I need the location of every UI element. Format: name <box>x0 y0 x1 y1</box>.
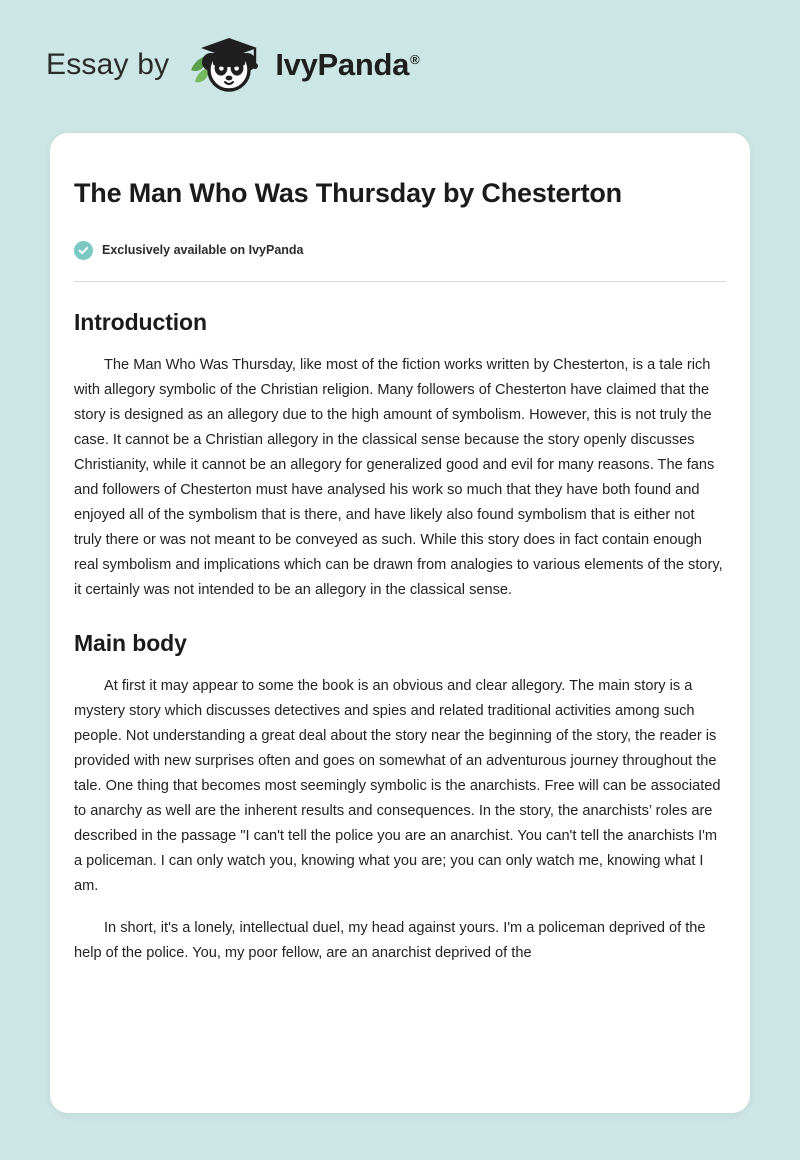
essay-card <box>50 133 750 1113</box>
panda-graduate-icon <box>185 34 269 96</box>
brand-name: IvyPanda® <box>275 47 420 82</box>
paragraph-main-2: In short, it's a lonely, intellectual duel, my head against yours. I'm a policeman deprived of the help of the police. You, my poor fellow, are an anarchist deprived of the <box>74 919 706 961</box>
ivypanda-logo[interactable] <box>185 34 419 96</box>
essay-by-label: Essay by <box>46 48 170 81</box>
title-divider <box>74 281 726 282</box>
check-circle-icon <box>74 241 93 260</box>
section-heading-main-body: Main body <box>74 629 187 656</box>
exclusive-badge-label: Exclusively available on IvyPanda <box>102 243 304 258</box>
section-heading-introduction: Introduction <box>74 308 207 335</box>
paragraph-intro-1: The Man Who Was Thursday, like most of the fiction works written by Chesterton, is a tale rich with allegory symbolic of the Christian religion. Many followers of Chesterton have claimed that the story is designed as an allegory due to the high amount of symbolism. However, this is not truly the case. It cannot be a Christian allegory in the classical sense because the story openly discusses Christianity, while it cannot be an allegory for generalized good and evil for many reasons. The fans and followers of Chesterton must have analysed his work so much that they have both found and enjoyed all of the symbolism that is there, and have likely also found symbolism that is either not truly there or was not meant to be conveyed as such. While this story does in fact contain enough real symbolism and implications which can be drawn from analogies to various elements of the story, it certainly was not intended to be an allegory in the classical sense. <box>74 356 723 598</box>
paragraph-main-1: At first it may appear to some the book is an obvious and clear allegory. The main story is a mystery story which discusses detectives and spies and related traditional activities among such people. Not understanding a great deal about the story near the beginning of the story, the reader is provided with new surprises often and goes on somewhat of an adventurous journey throughout the tale. One thing that becomes most seemingly symbolic is the anarchists. Free will can be associated to anarchy as well are the inherent results and consequences. In the story, the anarchists’ roles are described in the passage "I can't tell the police you are an anarchist. You can't tell the anarchists I'm a policeman. I can only watch you, knowing what you are; you can only watch me, knowing what I am. <box>74 677 721 894</box>
exclusive-badge <box>74 241 726 260</box>
brand-header <box>0 0 800 96</box>
page-title: The Man Who Was Thursday by Chesterton <box>74 178 622 208</box>
registered-mark: ® <box>410 51 420 67</box>
